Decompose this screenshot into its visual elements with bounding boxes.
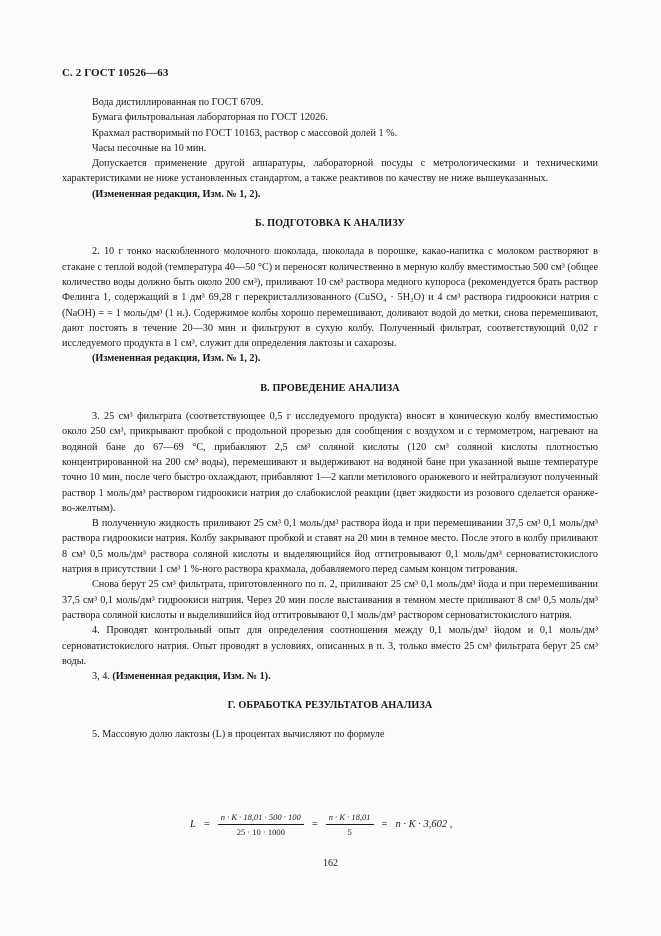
section-b-title: Б. ПОДГОТОВКА К АНАЛИЗУ	[255, 218, 405, 230]
page-header: С. 2 ГОСТ 10526—63	[62, 67, 169, 79]
formula-equals: =	[381, 819, 388, 830]
lactose-formula	[190, 812, 452, 837]
revision-note: (Измененная редакция, Изм. № 1, 2).	[92, 353, 261, 365]
paragraph-3: 3. 25 см³ фильтрата (соответствующее 0,5 г исследуемого продукта) вносят в коническую колбу вместимостью около 250 см³, прикрывают пробкой с продольной прорезью для сообщения с воздухом и с термометром, нагревают на водяной бане до 67—69 °С, прибавляют 2,5 см³ соляной кислоты (120 см³ соляной кислоты плотностью концентрированной на 200 см³ воды), перемешивают и выдерживают на водяной бане при указанной выше температуре точно 10 мин, после чего быстро охлаждают, прибавляют 1—2 капли метилового оранжевого и нейтрализуют полученный раствор 1 моль/дм³ раствором гидроокиси натрия до слабокислой реакции (цвет жидкости из розового сделается оранжево-желтым).	[62, 411, 598, 514]
revision-ref-prefix: 3, 4.	[92, 671, 113, 683]
formula-lhs: L	[190, 819, 196, 830]
reagent-line: Вода дистиллированная по ГОСТ 6709.	[92, 97, 264, 108]
page-number: 162	[323, 858, 338, 869]
reagent-line: Часы песочные на 10 мин.	[92, 142, 207, 154]
fraction-denominator: 25 · 10 · 1000	[236, 827, 285, 837]
formula-equals: =	[203, 819, 210, 830]
revision-ref-text: (Измененная редакция, Изм. № 1).	[112, 671, 271, 683]
section-g-title: Г. ОБРАБОТКА РЕЗУЛЬТАТОВ АНАЛИЗА	[227, 700, 433, 712]
reagent-line: Крахмал растворимый по ГОСТ 10163, раствор с массовой долей 1 %.	[92, 127, 398, 139]
paragraph-5: 5. Массовую долю лактозы (L) в процентах вычисляют по формуле	[92, 728, 385, 740]
paragraph-3-iodine: В полученную жидкость приливают 25 см³ 0,1 моль/дм³ раствора йода и при перемешивании 37,5 см³ 0,1 моль/дм³ раствора гидроокиси натрия. Колбу закрывают пробкой и ставят на 20 мин в темное место. После этого в колбу приливают 8 см³ 0,5 моль/дм³ раствора соляной кислоты и выделяющийся йод оттитровывают 0,1 моль/дм³ серноватистокислого натрия в присутствии 1 см³ 1 %-ного раствора крахмала, добавляемого перед самым концом титрования.	[62, 518, 598, 576]
reagent-line: Бумага фильтровальная лабораторная по ГОСТ 12026.	[92, 112, 328, 124]
formula-fraction-1	[218, 812, 304, 837]
fraction-numerator: n · K · 18,01	[326, 812, 374, 825]
formula-equals: =	[311, 819, 318, 830]
formula-result: n · K · 3,602 ,	[395, 819, 453, 830]
paragraph-2: 2. 10 г тонко наскобленного молочного шоколада, шоколада в порошке, какао-напитка с молоком растворяют в стакане с теплой водой (температура 40—50 °С) и переносят количественно в мерную колбу вместимостью 500 см³ (общее количество воды должно быть около 200 см³), приливают 10 см³ раствора медного купороса (рекомендуется брать раствор Фелинга 1, содержащий в 1 дм³ 69,28 г перекристаллизованного (CuSO₄ · 5H₂O) и 4 см³ раствора гидроокиси натрия с (NaOH) = = 1 моль/дм³ (1 н.). Содержимое колбы хорошо перемешивают, доливают водой до метки, снова перемешивают, дают постоять в течение 20—30 мин и фильтруют в сухую колбу. Полученный фильтрат, соответствующий 0,02 г исследуемого продукта в 1 см³, служит для определения лактозы и сахарозы.	[62, 246, 598, 350]
revision-note: (Измененная редакция, Изм. № 1, 2).	[92, 188, 261, 200]
allowance-paragraph: Допускается применение другой аппаратуры, лабораторной посуды с метрологическими и техническими характеристиками не ниже установленных стандартом, а также реактивов по качеству не ниже вышеуказанных.	[62, 158, 598, 185]
paragraph-4: 4. Проводят контрольный опыт для определения соотношения между 0,1 моль/дм³ йодом и 0,1 моль/дм³ серноватистокислого натрия. Опыт проводят в условиях, описанных в п. 3, только вместо 25 см³ фильтрата берут 25 см³ воды.	[62, 625, 598, 667]
document-body	[62, 95, 598, 742]
revision-note	[62, 669, 598, 684]
fraction-denominator: 5	[347, 827, 352, 837]
fraction-numerator: n · K · 18,01 · 500 · 100	[218, 812, 304, 825]
section-v-title: В. ПРОВЕДЕНИЕ АНАЛИЗА	[260, 382, 400, 394]
formula-fraction-2	[326, 812, 374, 837]
paragraph-3-repeat: Снова берут 25 см³ фильтрата, приготовленного по п. 2, приливают 25 см³ 0,1 моль/дм³ йода и при перемешивании 37,5 см³ 0,1 моль/дм³ гидроокиси натрия. Через 20 мин после выстаивания в темном месте приливают 8 см³ 0,5 моль/дм³ раствора соляной кислоты и выделившийся йод оттитровывают 0,1 моль/дм³ раствором серноватистокислого натрия.	[62, 579, 598, 621]
